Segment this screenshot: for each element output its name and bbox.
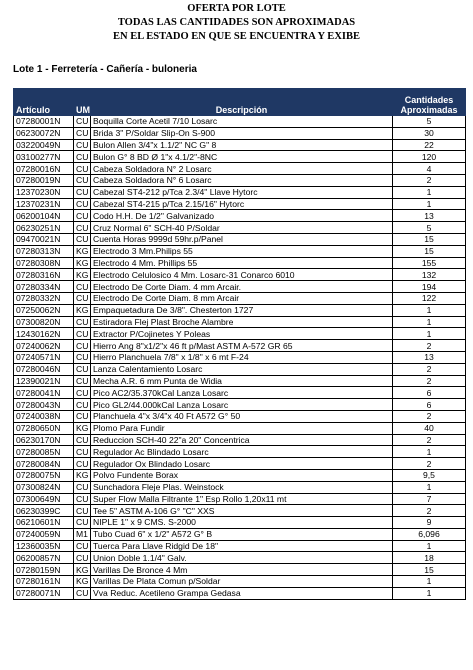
um-cell: CU	[74, 340, 91, 352]
descripcion-cell: Cabeza Soldadora N° 2 Losarc	[91, 163, 393, 175]
table-row	[14, 163, 466, 175]
table-body	[14, 116, 466, 600]
descripcion-cell: Union Doble 1.1/4" Galv.	[91, 552, 393, 564]
cantidad-cell: 15	[393, 245, 466, 257]
table-row	[14, 116, 466, 128]
cantidad-cell: 1	[393, 328, 466, 340]
cantidad-cell: 1	[393, 576, 466, 588]
table-row	[14, 564, 466, 576]
table-row	[14, 257, 466, 269]
cantidad-cell: 4	[393, 163, 466, 175]
articulo-cell: 07280159N	[14, 564, 74, 576]
articulo-cell: 07300824N	[14, 481, 74, 493]
descripcion-cell: NIPLE 1" x 9 CMS. S-2000	[91, 517, 393, 529]
table-row	[14, 540, 466, 552]
table-row	[14, 375, 466, 387]
descripcion-cell: Pico AC2/35.370kCal Lanza Losarc	[91, 387, 393, 399]
articulo-cell: 07300820N	[14, 316, 74, 328]
cantidad-cell: 15	[393, 564, 466, 576]
um-cell: KG	[74, 469, 91, 481]
um-cell: CU	[74, 127, 91, 139]
cantidad-cell: 194	[393, 281, 466, 293]
um-cell: CU	[74, 375, 91, 387]
articulo-cell: 07280001N	[14, 116, 74, 128]
cantidad-cell: 1	[393, 304, 466, 316]
table-row	[14, 316, 466, 328]
um-cell: CU	[74, 151, 91, 163]
table-row	[14, 351, 466, 363]
cantidad-cell: 2	[393, 458, 466, 470]
table-row	[14, 269, 466, 281]
um-cell: CU	[74, 446, 91, 458]
cantidad-cell: 2	[393, 434, 466, 446]
cantidad-cell: 2	[393, 174, 466, 186]
descripcion-cell: Tubo Cuad 6" x 1/2" A572 G° B	[91, 528, 393, 540]
um-cell: CU	[74, 351, 91, 363]
cantidad-cell: 15	[393, 233, 466, 245]
articulo-cell: 07280019N	[14, 174, 74, 186]
um-cell: CU	[74, 292, 91, 304]
articulo-cell: 06210601N	[14, 517, 74, 529]
descripcion-cell: Varillas De Plata Comun p/Soldar	[91, 576, 393, 588]
articulo-cell: 07240038N	[14, 410, 74, 422]
articulo-cell: 07280046N	[14, 363, 74, 375]
table-row	[14, 528, 466, 540]
um-cell: CU	[74, 174, 91, 186]
descripcion-cell: Regulador Ox Blindado Losarc	[91, 458, 393, 470]
table-row	[14, 151, 466, 163]
cantidad-cell: 1	[393, 540, 466, 552]
descripcion-cell: Sunchadora Fleje Plas. Weinstock	[91, 481, 393, 493]
table-row	[14, 245, 466, 257]
um-cell: CU	[74, 540, 91, 552]
um-cell: CU	[74, 434, 91, 446]
descripcion-cell: Boquilla Corte Acetil 7/10 Losarc	[91, 116, 393, 128]
descripcion-cell: Cruz Normal 6" SCH-40 P/Soldar	[91, 222, 393, 234]
column-header-cantidades	[393, 89, 466, 116]
cantidad-cell: 2	[393, 410, 466, 422]
articulo-cell: 03100277N	[14, 151, 74, 163]
descripcion-cell: Electrodo 4 Mm. Phillips 55	[91, 257, 393, 269]
articulo-cell: 06200857N	[14, 552, 74, 564]
table-row	[14, 210, 466, 222]
cantidad-cell: 2	[393, 505, 466, 517]
articulo-cell: 06230251N	[14, 222, 74, 234]
column-header-cantidades-line2: Aproximadas	[400, 105, 458, 115]
cantidad-cell: 9	[393, 517, 466, 529]
items-table	[13, 88, 466, 600]
table-row	[14, 292, 466, 304]
um-cell: CU	[74, 139, 91, 151]
table-row	[14, 422, 466, 434]
descripcion-cell: Cabezal ST4-215 p/Tca 2.15/16" Hytorc	[91, 198, 393, 210]
um-cell: CU	[74, 587, 91, 599]
descripcion-cell: Electrodo De Corte Diam. 4 mm Arcair.	[91, 281, 393, 293]
descripcion-cell: Bulon Allen 3/4"x 1.1/2" NC G" 8	[91, 139, 393, 151]
header-line-1: OFERTA POR LOTE	[187, 3, 286, 14]
table-row	[14, 222, 466, 234]
table-row	[14, 505, 466, 517]
articulo-cell: 07250062N	[14, 304, 74, 316]
column-header-descripcion: Descripción	[91, 89, 393, 116]
cantidad-cell: 22	[393, 139, 466, 151]
descripcion-cell: Cuenta Horas 9999d 59hr.p/Panel	[91, 233, 393, 245]
descripcion-cell: Tuerca Para Llave Ridgid De 18"	[91, 540, 393, 552]
header-line-2: TODAS LAS CANTIDADES SON APROXIMADAS	[117, 17, 356, 28]
articulo-cell: 03220049N	[14, 139, 74, 151]
articulo-cell: 07240062N	[14, 340, 74, 352]
um-cell: KG	[74, 422, 91, 434]
column-header-cantidades-line1: Cantidades	[404, 95, 454, 105]
um-cell: CU	[74, 517, 91, 529]
um-cell: CU	[74, 186, 91, 198]
um-cell: CU	[74, 481, 91, 493]
articulo-cell: 07280650N	[14, 422, 74, 434]
articulo-cell: 07280332N	[14, 292, 74, 304]
articulo-cell: 07280071N	[14, 587, 74, 599]
header-line-3: EN EL ESTADO EN QUE SE ENCUENTRA Y EXIBE	[112, 31, 360, 42]
descripcion-cell: Brida 3" P/Soldar Slip-On S-900	[91, 127, 393, 139]
cantidad-cell: 6	[393, 387, 466, 399]
articulo-cell: 07240571N	[14, 351, 74, 363]
descripcion-cell: Varillas De Bronce 4 Mm	[91, 564, 393, 576]
um-cell: CU	[74, 399, 91, 411]
descripcion-cell: Electrodo De Corte Diam. 8 mm Arcair	[91, 292, 393, 304]
cantidad-cell: 1	[393, 587, 466, 599]
articulo-cell: 07280084N	[14, 458, 74, 470]
table-row	[14, 233, 466, 245]
articulo-cell: 07280085N	[14, 446, 74, 458]
cantidad-cell: 1	[393, 481, 466, 493]
descripcion-cell: Codo H.H. De 1/2" Galvanizado	[91, 210, 393, 222]
articulo-cell: 12430162N	[14, 328, 74, 340]
descripcion-cell: Estiradora Flej Plast Broche Alambre	[91, 316, 393, 328]
articulo-cell: 07300649N	[14, 493, 74, 505]
um-cell: CU	[74, 116, 91, 128]
um-cell: CU	[74, 493, 91, 505]
cantidad-cell: 2	[393, 340, 466, 352]
articulo-cell: 07280316N	[14, 269, 74, 281]
descripcion-cell: Cabezal ST4-212 p/Tca 2.3/4" Llave Hytorc	[91, 186, 393, 198]
descripcion-cell: Electrodo 3 Mm.Philips 55	[91, 245, 393, 257]
descripcion-cell: Bulon G° 8 BD Ø 1"x 4.1/2"-8NC	[91, 151, 393, 163]
um-cell: CU	[74, 163, 91, 175]
table-row	[14, 552, 466, 564]
um-cell: M1	[74, 528, 91, 540]
descripcion-cell: Polvo Fundente Borax	[91, 469, 393, 481]
um-cell: CU	[74, 387, 91, 399]
table-row	[14, 139, 466, 151]
table-row	[14, 587, 466, 599]
um-cell: CU	[74, 316, 91, 328]
descripcion-cell: Regulador Ac Blindado Losarc	[91, 446, 393, 458]
descripcion-cell: Mecha A.R. 6 mm Punta de Widia	[91, 375, 393, 387]
descripcion-cell: Extractor P/Cojinetes Y Poleas	[91, 328, 393, 340]
cantidad-cell: 1	[393, 198, 466, 210]
um-cell: KG	[74, 245, 91, 257]
descripcion-cell: Hierro Planchuela 7/8" x 1/8" x 6 mt F-24	[91, 351, 393, 363]
descripcion-cell: Reduccion SCH-40 22"a 20" Concentrica	[91, 434, 393, 446]
table-row	[14, 328, 466, 340]
table-row	[14, 576, 466, 588]
table-row	[14, 481, 466, 493]
cantidad-cell: 5	[393, 116, 466, 128]
table-row	[14, 469, 466, 481]
cantidad-cell: 6,096	[393, 528, 466, 540]
um-cell: CU	[74, 281, 91, 293]
um-cell: CU	[74, 410, 91, 422]
articulo-cell: 07280313N	[14, 245, 74, 257]
lot-title: Lote 1 - Ferretería - Cañería - buloneria	[13, 64, 197, 75]
um-cell: CU	[74, 233, 91, 245]
cantidad-cell: 30	[393, 127, 466, 139]
articulo-cell: 09470021N	[14, 233, 74, 245]
descripcion-cell: Cabeza Soldadora N° 6 Losarc	[91, 174, 393, 186]
descripcion-cell: Electrodo Celulosico 4 Mm. Losarc-31 Conarco 6010	[91, 269, 393, 281]
um-cell: KG	[74, 269, 91, 281]
um-cell: CU	[74, 458, 91, 470]
articulo-cell: 07280041N	[14, 387, 74, 399]
um-cell: CU	[74, 198, 91, 210]
table-row	[14, 363, 466, 375]
cantidad-cell: 155	[393, 257, 466, 269]
table-header-row	[14, 89, 466, 116]
table-row	[14, 387, 466, 399]
cantidad-cell: 1	[393, 186, 466, 198]
um-cell: CU	[74, 328, 91, 340]
um-cell: CU	[74, 505, 91, 517]
table-row	[14, 281, 466, 293]
cantidad-cell: 6	[393, 399, 466, 411]
table-row	[14, 304, 466, 316]
cantidad-cell: 122	[393, 292, 466, 304]
cantidad-cell: 2	[393, 363, 466, 375]
articulo-cell: 12370230N	[14, 186, 74, 198]
cantidad-cell: 13	[393, 210, 466, 222]
um-cell: KG	[74, 257, 91, 269]
cantidad-cell: 13	[393, 351, 466, 363]
table-row	[14, 434, 466, 446]
articulo-cell: 12360035N	[14, 540, 74, 552]
table-row	[14, 340, 466, 352]
descripcion-cell: Tee 5" ASTM A-106 G° "C" XXS	[91, 505, 393, 517]
cantidad-cell: 132	[393, 269, 466, 281]
articulo-cell: 07280308N	[14, 257, 74, 269]
um-cell: KG	[74, 576, 91, 588]
articulo-cell: 12390021N	[14, 375, 74, 387]
table-row	[14, 517, 466, 529]
descripcion-cell: Lanza Calentamiento Losarc	[91, 363, 393, 375]
cantidad-cell: 18	[393, 552, 466, 564]
articulo-cell: 06200104N	[14, 210, 74, 222]
articulo-cell: 12370231N	[14, 198, 74, 210]
cantidad-cell: 9,5	[393, 469, 466, 481]
um-cell: CU	[74, 552, 91, 564]
descripcion-cell: Hierro Ang 8"x1/2"x 46 ft p/Mast ASTM A-572 GR 65	[91, 340, 393, 352]
descripcion-cell: Plomo Para Fundir	[91, 422, 393, 434]
column-header-articulo: Artículo	[14, 89, 74, 116]
table-row	[14, 186, 466, 198]
table-row	[14, 198, 466, 210]
descripcion-cell: Empaquetadura De 3/8". Chesterton 1727	[91, 304, 393, 316]
articulo-cell: 06230072N	[14, 127, 74, 139]
document-header	[0, 0, 473, 44]
articulo-cell: 07280075N	[14, 469, 74, 481]
cantidad-cell: 120	[393, 151, 466, 163]
table-row	[14, 446, 466, 458]
table-row	[14, 458, 466, 470]
cantidad-cell: 1	[393, 446, 466, 458]
table-row	[14, 399, 466, 411]
um-cell: CU	[74, 222, 91, 234]
cantidad-cell: 5	[393, 222, 466, 234]
table-row	[14, 410, 466, 422]
cantidad-cell: 2	[393, 375, 466, 387]
articulo-cell: 07280334N	[14, 281, 74, 293]
descripcion-cell: Super Flow Malla Filtrante 1" Esp Rollo 1,20x11 mt	[91, 493, 393, 505]
descripcion-cell: Pico GL2/44.000kCal Lanza Losarc	[91, 399, 393, 411]
descripcion-cell: Vva Reduc. Acetileno Grampa Gedasa	[91, 587, 393, 599]
articulo-cell: 06230399C	[14, 505, 74, 517]
cantidad-cell: 1	[393, 316, 466, 328]
articulo-cell: 07280161N	[14, 576, 74, 588]
table-row	[14, 493, 466, 505]
cantidad-cell: 7	[393, 493, 466, 505]
articulo-cell: 06230170N	[14, 434, 74, 446]
articulo-cell: 07280043N	[14, 399, 74, 411]
articulo-cell: 07280016N	[14, 163, 74, 175]
cantidad-cell: 40	[393, 422, 466, 434]
column-header-um: UM	[74, 89, 91, 116]
descripcion-cell: Planchuela 4"x 3/4"x 40 Ft A572 G° 50	[91, 410, 393, 422]
um-cell: KG	[74, 564, 91, 576]
table-row	[14, 127, 466, 139]
um-cell: KG	[74, 304, 91, 316]
um-cell: CU	[74, 363, 91, 375]
um-cell: CU	[74, 210, 91, 222]
table-row	[14, 174, 466, 186]
articulo-cell: 07240059N	[14, 528, 74, 540]
